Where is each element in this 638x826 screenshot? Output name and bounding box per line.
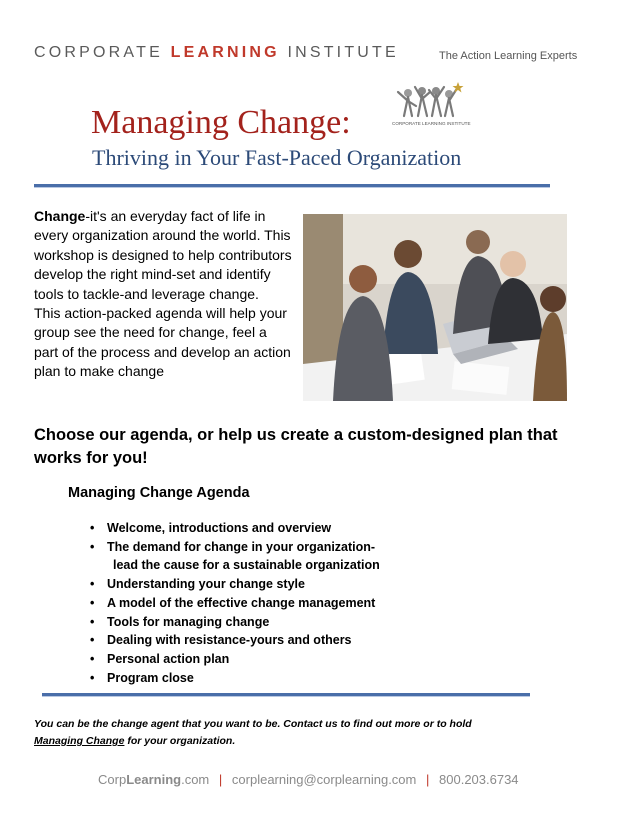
bullet-icon: • [90, 651, 95, 666]
agenda-item: • The demand for change in your organization- lead the cause for a sustainable organization [90, 538, 380, 575]
brand-word-corporate: CORPORATE [34, 44, 163, 61]
email-link[interactable]: corplearning@corplearning.com [231, 772, 417, 787]
bullet-icon: • [90, 539, 95, 554]
logo-small-text: CORPORATE LEARNING INSTITUTE [392, 121, 471, 126]
website-link[interactable]: CorpLearning.com [98, 772, 210, 787]
agenda-item: • Understanding your change style [90, 575, 380, 594]
agenda-list [90, 519, 380, 687]
agenda-item-continuation: lead the cause for a sustainable organization [113, 558, 380, 573]
agenda-item: • Tools for managing change [90, 613, 380, 632]
page-subtitle: Thriving in Your Fast-Paced Organization [92, 145, 462, 170]
footer-separator: | [218, 772, 223, 787]
agenda-item: • Dealing with resistance-yours and others [90, 631, 380, 650]
bullet-icon: • [90, 577, 95, 592]
footer-separator: | [426, 772, 430, 787]
bullet-icon: • [90, 633, 95, 648]
bullet-icon: • [90, 614, 95, 629]
intro-lead-word: Change [34, 208, 86, 224]
divider-bottom [42, 693, 530, 697]
closing-note: You can be the change agent that you want to be. Contact us to find out more or to hold Managing Change for your organization. [34, 718, 472, 747]
footer-contact [98, 772, 519, 787]
brand-word-institute: INSTITUTE [287, 44, 399, 61]
intro-text [34, 207, 292, 382]
intro-paragraph-2: This action-packed agenda will help your group see the need for change, feel a part of the process and develop an action plan to make change [34, 305, 291, 380]
brand-word-learning: LEARNING [170, 44, 280, 61]
agenda-item: • Personal action plan [90, 650, 380, 669]
figures-logo-icon [386, 78, 472, 140]
bullet-icon: • [90, 595, 95, 610]
call-to-action: Choose our agenda, or help us create a custom-designed plan that works for you! [34, 426, 558, 467]
divider-top [34, 184, 550, 188]
brand-logo [34, 44, 399, 62]
program-link: Managing Change [34, 735, 125, 747]
bullet-icon: • [90, 670, 95, 685]
agenda-item: • Welcome, introductions and overview [90, 519, 380, 538]
agenda-title: Managing Change Agenda [68, 485, 250, 501]
brand-tagline: The Action Learning Experts [439, 50, 578, 62]
meeting-photo [303, 214, 567, 401]
page-title: Managing Change: [91, 104, 351, 141]
phone-number[interactable]: 800.203.6734 [439, 772, 519, 787]
agenda-item: • Program close [90, 669, 380, 688]
agenda-item: • A model of the effective change management [90, 594, 380, 613]
bullet-icon: • [90, 521, 95, 535]
intro-paragraph-1: -it's an everyday fact of life in every organization around the world. This workshop is designed to help contributors develop the right mind-set and identify tools to tackle-and leverage change. [34, 208, 292, 302]
